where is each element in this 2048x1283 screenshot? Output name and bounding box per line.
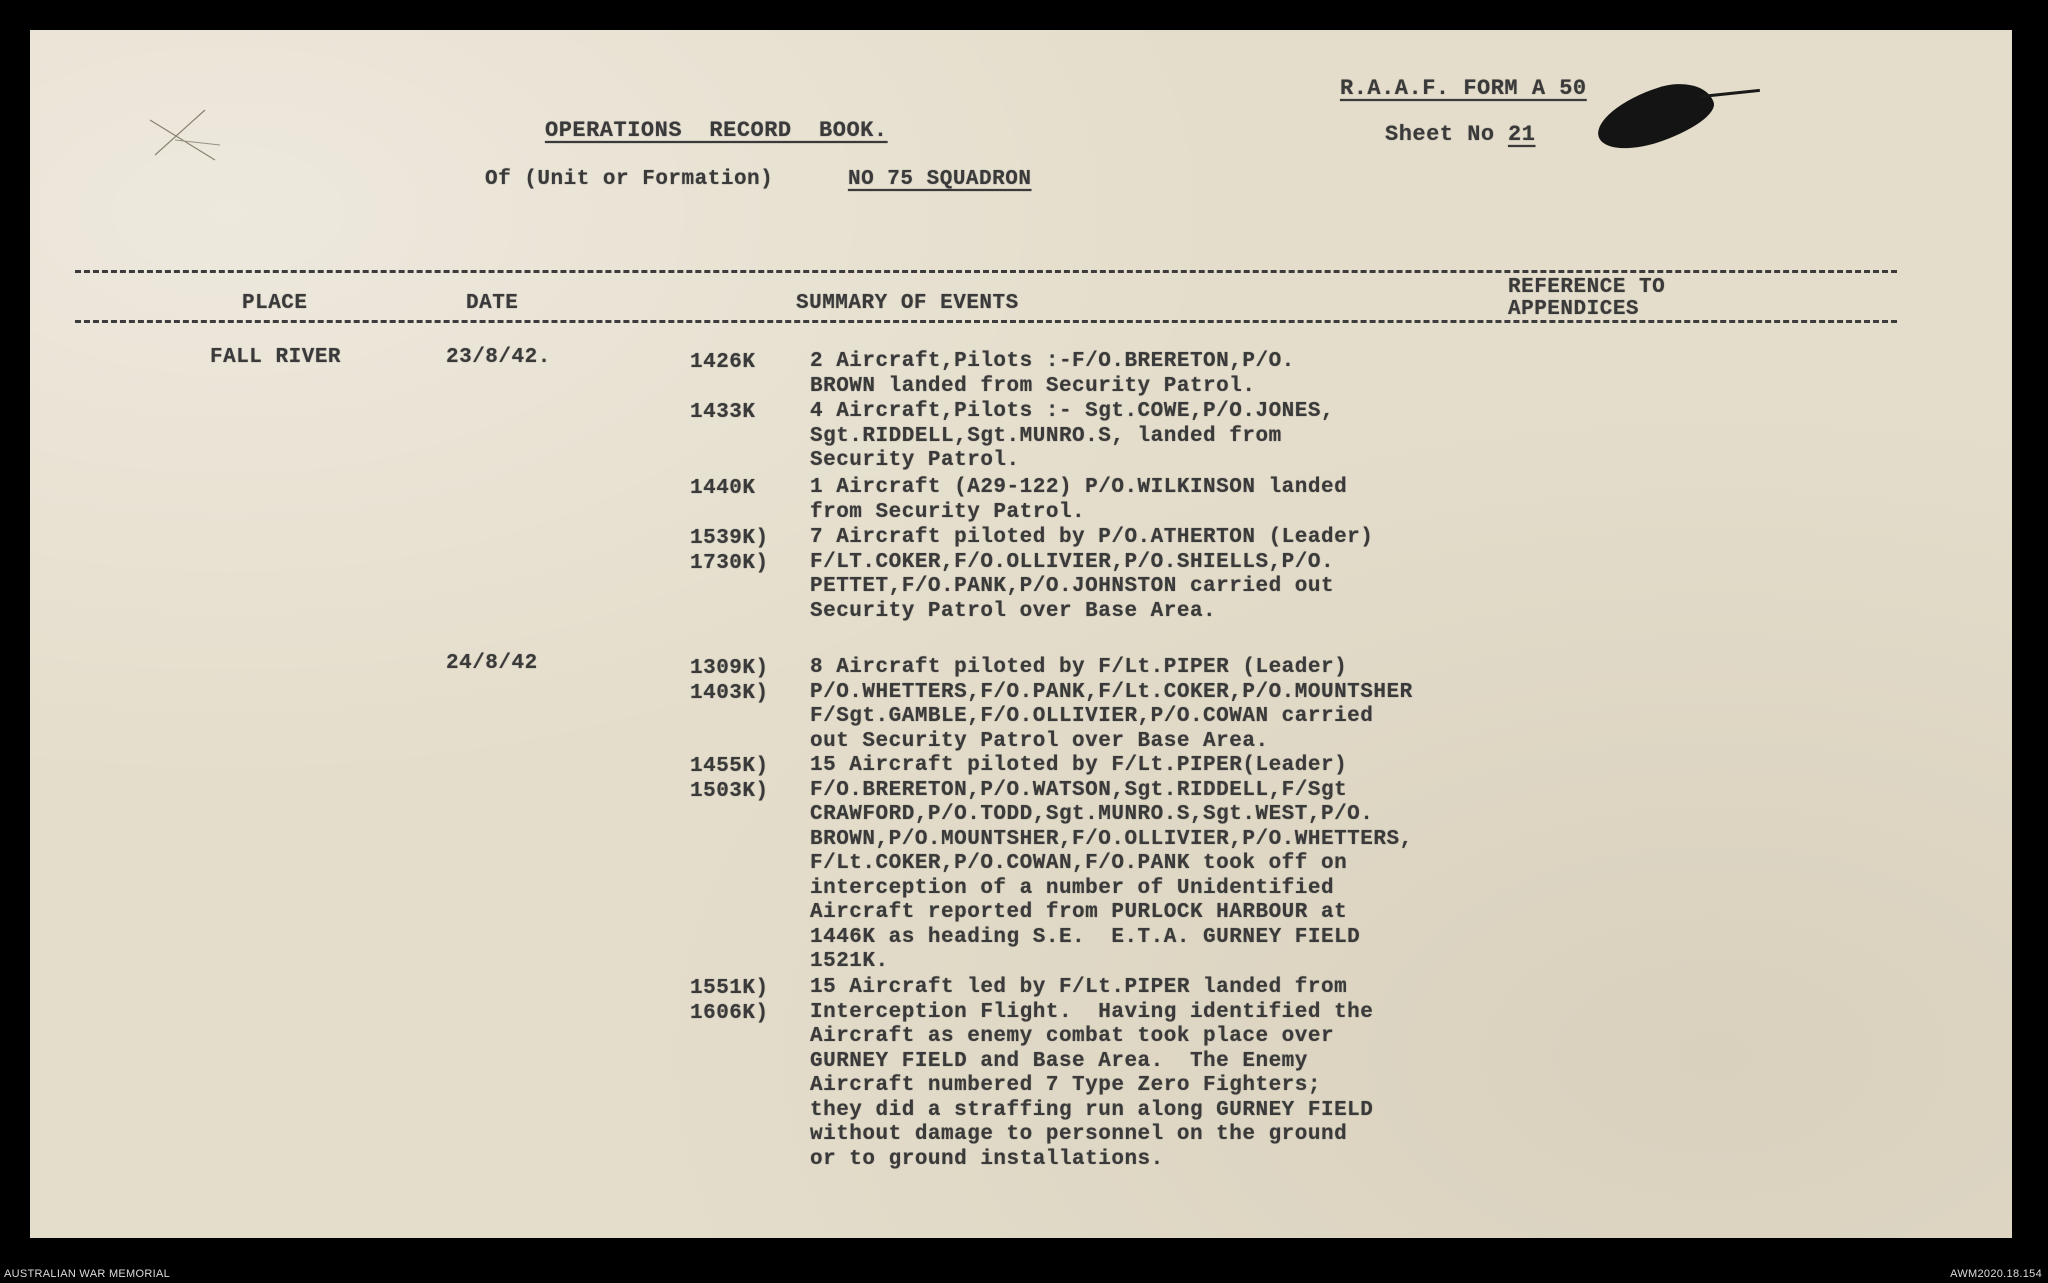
event-time: 1426K [690, 351, 756, 374]
entry-date: 23/8/42. [446, 346, 551, 369]
event-summary: 8 Aircraft piloted by F/Lt.PIPER (Leader) P/O.WHETTERS,F/O.PANK,F/Lt.COKER,P/O.MOUNTSHER F/Sgt.GAMBLE,F/O.OLLIVIER,P/O.COWAN carried out Security Patrol over Base Area. [810, 656, 1413, 753]
entry-place: FALL RIVER [210, 346, 342, 369]
ink-blot-tail [1700, 89, 1760, 98]
column-header-place: PLACE [242, 292, 308, 315]
event-time: 1433K [690, 401, 756, 424]
column-header-reference-line2: APPENDICES [1508, 298, 1640, 321]
event-time: 1551K) 1606K) [690, 977, 769, 1025]
unit-name: NO 75 SQUADRON [848, 168, 1032, 191]
event-time: 1539K) 1730K) [690, 527, 769, 575]
document-title: OPERATIONS RECORD BOOK. [545, 118, 888, 143]
unit-label: Of (Unit or Formation) [485, 168, 774, 191]
event-summary: 15 Aircraft piloted by F/Lt.PIPER(Leader) F/O.BRERETON,P/O.WATSON,Sgt.RIDDELL,F/Sgt CRAWFORD,P/O.TODD,Sgt.MUNRO.S,Sgt.WEST,P/O. BROWN,P/O.MOUNTSHER,F/O.OLLIVIER,P/O.WHETTERS, F/Lt.COKER,P/O.COWAN,F/O.PANK took off on interception of a number of Unidentified Aircraft reported from PURLOCK HARBOUR at 1446K as heading S.E. E.T.A. GURNEY FIELD 1521K. [810, 754, 1413, 973]
header-rule-top [75, 270, 1897, 273]
event-time: 1440K [690, 477, 756, 500]
operations-record-sheet [30, 30, 2012, 1238]
sheet-number: 21 [1508, 122, 1536, 147]
event-summary: 15 Aircraft led by F/Lt.PIPER landed from Interception Flight. Having identified the Aircraft as enemy combat took place over GURNEY FIELD and Base Area. The Enemy Aircraft numbered 7 Type Zero Fighters; they did a straffing run along GURNEY FIELD without damage to personnel on the ground or to ground installations. [810, 976, 1374, 1171]
event-summary: 4 Aircraft,Pilots :- Sgt.COWE,P/O.JONES, Sgt.RIDDELL,Sgt.MUNRO.S, landed from Security Patrol. [810, 400, 1335, 472]
event-summary: 1 Aircraft (A29-122) P/O.WILKINSON landed from Security Patrol. [810, 476, 1348, 524]
entry-date: 24/8/42 [446, 652, 538, 675]
paper-scratch-mark [145, 100, 225, 170]
column-header-summary: SUMMARY OF EVENTS [796, 292, 1019, 315]
column-header-date: DATE [466, 292, 519, 315]
event-summary: 7 Aircraft piloted by P/O.ATHERTON (Leader) F/LT.COKER,F/O.OLLIVIER,P/O.SHIELLS,P/O. PETTET,F/O.PANK,P/O.JOHNSTON carried out Security Patrol over Base Area. [810, 526, 1374, 623]
form-id: R.A.A.F. FORM A 50 [1340, 76, 1587, 101]
event-time: 1309K) 1403K) [690, 657, 769, 705]
event-time: 1455K) 1503K) [690, 755, 769, 803]
event-summary: 2 Aircraft,Pilots :-F/O.BRERETON,P/O. BROWN landed from Security Patrol. [810, 350, 1295, 398]
column-header-reference-line1: REFERENCE TO [1508, 276, 1666, 299]
sheet-label: Sheet No [1385, 122, 1495, 147]
footer-source-label: AUSTRALIAN WAR MEMORIAL [4, 1268, 171, 1280]
footer-accession-number: AWM2020.18.154 [1950, 1268, 2042, 1280]
ink-blot [1590, 73, 1720, 160]
